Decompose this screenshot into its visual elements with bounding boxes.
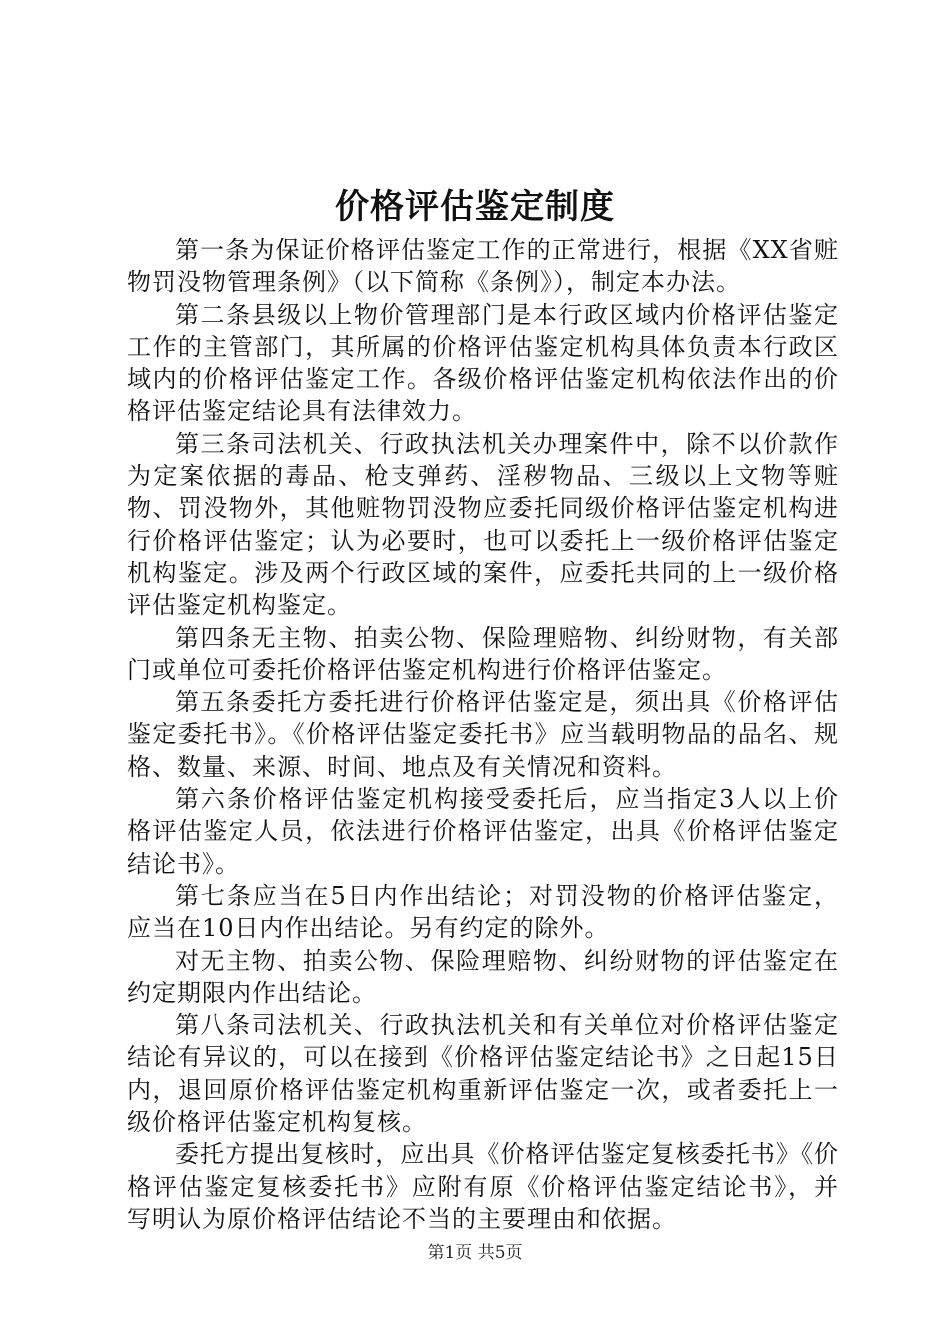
paragraph-article-8-supplement: 委托方提出复核时，应出具《价格评估鉴定复核委托书》《价格评估鉴定复核委托书》应附有原《价格评估鉴定结论书》，并写明认为原价格评估结论不当的主要理由和依据。 <box>127 1140 839 1233</box>
paragraph-article-6: 第六条价格评估鉴定机构接受委托后，应当指定3人以上价格评估鉴定人员，依法进行价格评估鉴定，出具《价格评估鉴定结论书》。 <box>127 785 839 878</box>
document-body <box>127 234 839 1235</box>
paragraph-article-4: 第四条无主物、拍卖公物、保险理赔物、纠纷财物，有关部门或单位可委托价格评估鉴定机构进行价格评估鉴定。 <box>127 623 839 684</box>
paragraph-article-7-supplement: 对无主物、拍卖公物、保险理赔物、纠纷财物的评估鉴定在约定期限内作出结论。 <box>127 946 839 1007</box>
paragraph-article-8: 第八条司法机关、行政执法机关和有关单位对价格评估鉴定结论有异议的，可以在接到《价格评估鉴定结论书》之日起15日内，退回原价格评估鉴定机构重新评估鉴定一次，或者委托上一级价格评估鉴定机构复核。 <box>127 1011 839 1137</box>
paragraph-article-3: 第三条司法机关、行政执法机关办理案件中，除不以价款作为定案依据的毒品、枪支弹药、淫秽物品、三级以上文物等赃物、罚没物外，其他赃物罚没物应委托同级价格评估鉴定机构进行价格评估鉴定；认为必要时，也可以委托上一级价格评估鉴定机构鉴定。涉及两个行政区域的案件，应委托共同的上一级价格评估鉴定机构鉴定。 <box>127 429 839 620</box>
paragraph-article-1: 第一条为保证价格评估鉴定工作的正常进行，根据《XX省赃物罚没物管理条例》（以下简称《条例》），制定本办法。 <box>127 236 839 297</box>
paragraph-article-2: 第二条县级以上物价管理部门是本行政区域内价格评估鉴定工作的主管部门，其所属的价格评估鉴定机构具体负责本行政区域内的价格评估鉴定工作。各级价格评估鉴定机构依法作出的价格评估鉴定结论具有法律效力。 <box>127 300 839 426</box>
page-number-footer: 第1页 共5页 <box>427 1243 523 1263</box>
paragraph-article-7: 第七条应当在5日内作出结论；对罚没物的价格评估鉴定，应当在10日内作出结论。另有约定的除外。 <box>127 881 839 943</box>
document-title: 价格评估鉴定制度 <box>335 187 615 227</box>
paragraph-article-5: 第五条委托方委托进行价格评估鉴定是，须出具《价格评估鉴定委托书》。《价格评估鉴定委托书》应当载明物品的品名、规格、数量、来源、时间、地点及有关情况和资料。 <box>127 688 839 781</box>
